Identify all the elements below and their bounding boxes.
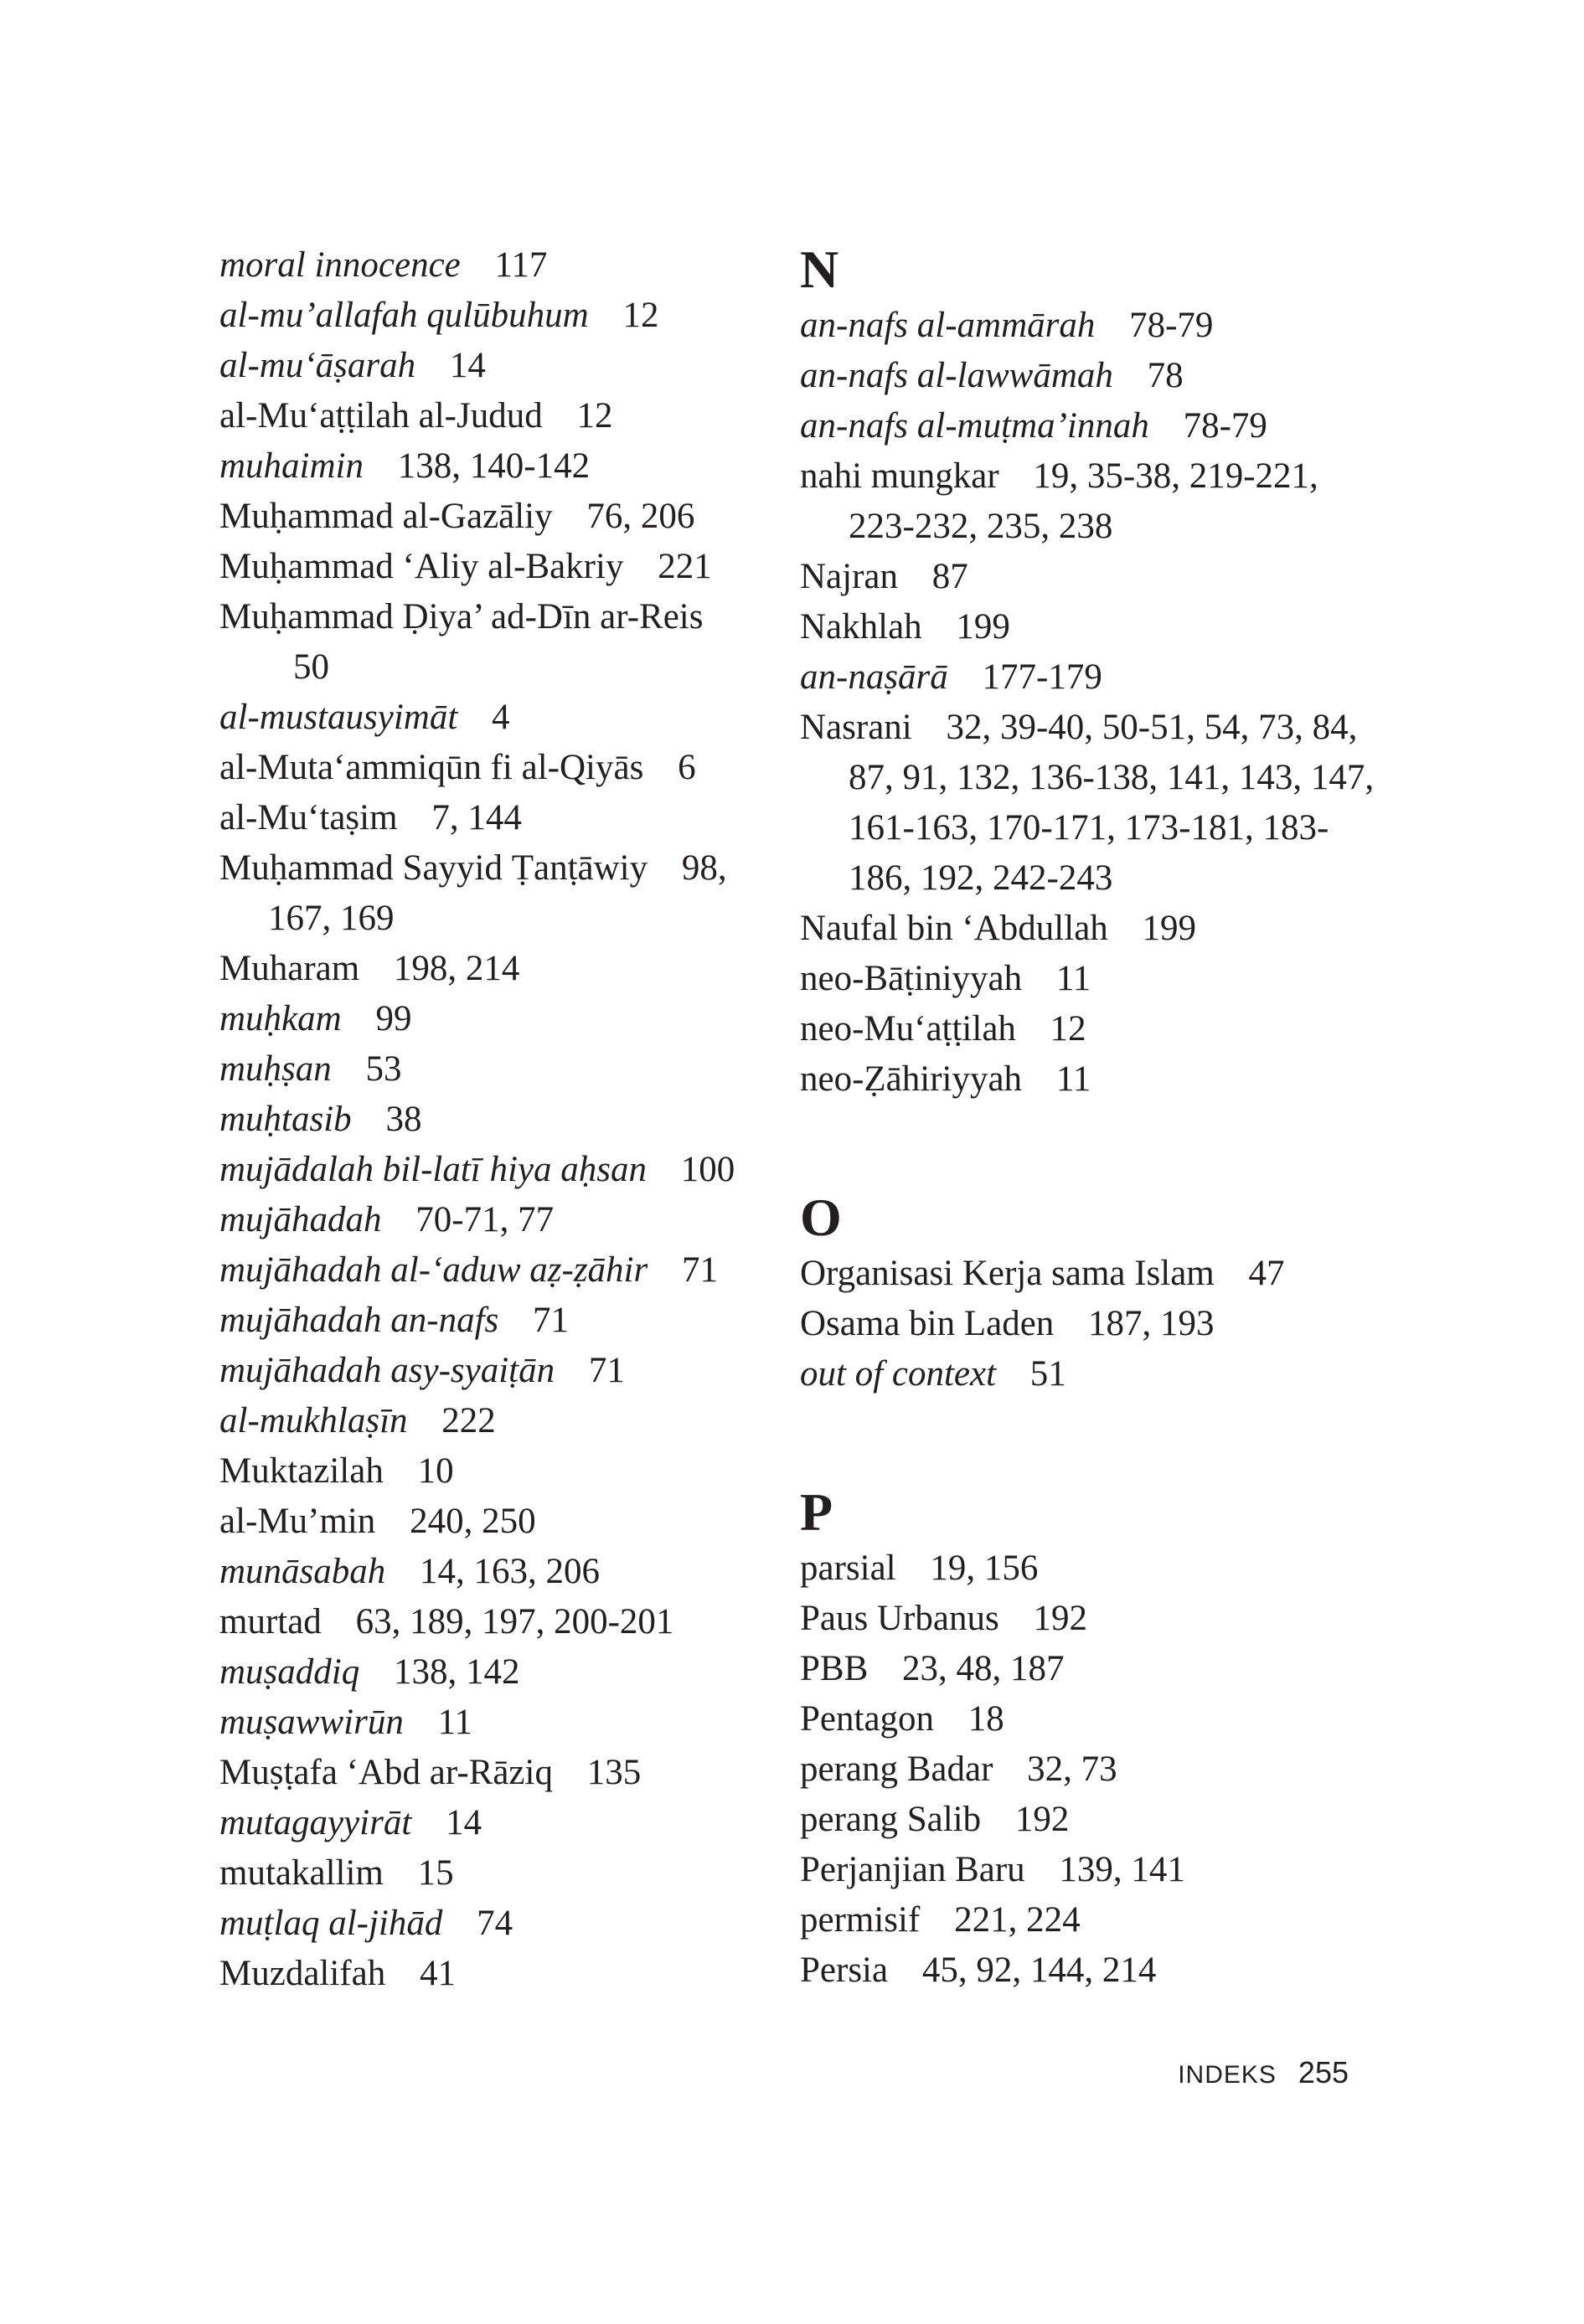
index-term: an-nafs al-muṭma’innah [800, 406, 1149, 446]
index-page-refs: 139, 141 [1059, 1850, 1185, 1889]
index-entry [800, 451, 1386, 552]
index-term: mutakallim [219, 1853, 384, 1893]
index-page-refs: 11 [437, 1703, 472, 1742]
index-entry [219, 492, 772, 542]
index-page-refs: 221 [658, 547, 712, 586]
index-entry [219, 1095, 772, 1145]
index-entry [219, 391, 772, 441]
index-page-refs: 15 [417, 1853, 454, 1893]
index-term: al-Muta‘ammiqūn fi al-Qiyās [219, 748, 644, 787]
index-entry [800, 1845, 1386, 1895]
index-term: muḥkam [219, 999, 342, 1038]
index-page-refs: 11 [1055, 959, 1091, 998]
index-entry [219, 1396, 772, 1446]
index-term: perang Badar [800, 1749, 993, 1789]
index-entry [800, 1054, 1386, 1105]
index-term: Muṣṭafa ‘Abd ar-Rāziq [219, 1753, 553, 1792]
index-entry [219, 1597, 772, 1647]
index-entry [219, 1145, 772, 1195]
index-entry [219, 1547, 772, 1597]
running-footer-label: INDEKS [1178, 2061, 1277, 2089]
index-page-refs: 23, 48, 187 [902, 1649, 1065, 1688]
index-term: muṭlaq al-jihād [219, 1904, 443, 1943]
index-term: neo-Bāṭiniyyah [800, 959, 1023, 998]
index-term: al-mustausyimāt [219, 698, 458, 737]
index-entry [219, 1748, 772, 1798]
index-page-refs: 38 [385, 1100, 422, 1139]
index-term: Muḥammad al-Gazāliy [219, 497, 553, 536]
index-entry [800, 954, 1386, 1004]
index-term: al-Mu‘aṭṭilah al-Judud [219, 396, 543, 435]
index-page-refs: 192 [1014, 1800, 1070, 1839]
index-term: neo-Mu‘aṭṭilah [800, 1009, 1016, 1049]
index-term: muhaimin [219, 446, 364, 486]
index-entry [800, 1594, 1386, 1644]
index-term: Paus Urbanus [800, 1599, 999, 1638]
index-page-refs: 12 [622, 296, 659, 335]
section-letter-heading: P [800, 1482, 833, 1542]
index-term: Muktazilah [219, 1451, 384, 1491]
index-entry [800, 1694, 1386, 1744]
index-page-refs: 32, 73 [1027, 1749, 1117, 1789]
index-page-refs: 99 [375, 999, 412, 1038]
index-entry [219, 1848, 772, 1899]
index-term: moral innocence [219, 245, 461, 285]
index-page-refs: 4 [492, 698, 510, 737]
index-entry [800, 602, 1386, 652]
index-entry [219, 1949, 772, 1999]
index-term: an-nafs al-lawwāmah [800, 356, 1113, 395]
index-term: Najran [800, 557, 898, 596]
index-page-refs: 78-79 [1183, 406, 1267, 446]
page-footer [1178, 2055, 1349, 2090]
index-page-refs: 14 [449, 346, 486, 385]
index-entry [800, 652, 1386, 703]
index-page-refs: 12 [1050, 1009, 1086, 1049]
index-entry [219, 240, 772, 291]
index-term: mujādalah bil-latī hiya aḥsan [219, 1150, 648, 1189]
index-page-refs: 221, 224 [954, 1900, 1081, 1940]
index-page-refs: 10 [417, 1451, 454, 1491]
index-term: permisif [800, 1900, 921, 1940]
index-term: al-mu’allafah qulūbuhum [219, 296, 589, 335]
index-entry [800, 1299, 1386, 1349]
index-term: mujāhadah [219, 1200, 382, 1239]
index-entry [800, 1644, 1386, 1694]
index-page-refs: 78-79 [1129, 306, 1214, 345]
index-page-refs: 14 [446, 1803, 482, 1842]
index-term: Nakhlah [800, 607, 922, 647]
index-entry [800, 703, 1386, 904]
index-page-refs: 19, 35-38, 219-221, 223-232, 235, 238 [849, 456, 1318, 546]
index-page-refs: 199 [956, 607, 1010, 647]
index-entry [800, 1543, 1386, 1594]
index-left-column [219, 240, 772, 1999]
index-entry [219, 1446, 772, 1497]
index-term: Pentagon [800, 1699, 935, 1739]
index-page-refs: 41 [419, 1954, 456, 1993]
index-entry [219, 441, 772, 492]
index-entry [219, 291, 772, 341]
index-term: neo-Ẓāhiriyyah [800, 1059, 1023, 1099]
index-page-refs: 240, 250 [410, 1502, 536, 1541]
index-page-refs: 177-179 [982, 657, 1102, 697]
index-entry [800, 1349, 1386, 1399]
index-page-refs: 222 [441, 1401, 496, 1440]
index-term: Muḥammad Sayyid Ṭanṭāwiy [219, 848, 648, 888]
index-term: Muzdalifah [219, 1954, 386, 1993]
index-entry [800, 1795, 1386, 1845]
index-page-refs: 199 [1142, 909, 1197, 948]
index-entry [219, 1798, 772, 1848]
index-term: mujāhadah al-‘aduw aẓ-ẓāhir [219, 1250, 648, 1290]
index-entry [219, 843, 772, 944]
index-term: al-Mu‘taṣim [219, 798, 398, 837]
index-page-refs: 78 [1147, 356, 1184, 395]
index-page-refs: 87 [931, 557, 968, 596]
section-gap [800, 1399, 1386, 1483]
index-page-refs: 138, 140-142 [397, 446, 591, 486]
index-term: muḥṣan [219, 1049, 332, 1089]
index-entry [219, 1044, 772, 1095]
index-page-refs: 98, 167, 169 [268, 848, 727, 938]
index-page-refs: 47 [1248, 1254, 1285, 1293]
index-term: Naufal bin ‘Abdullah [800, 909, 1108, 948]
index-term: al-mukhlaṣīn [219, 1401, 408, 1440]
index-entry [800, 301, 1386, 351]
index-entry [800, 351, 1386, 401]
index-term: an-nafs al-ammārah [800, 306, 1096, 345]
index-term: mujāhadah asy-syaiṭān [219, 1351, 555, 1390]
index-entry [219, 1698, 772, 1748]
index-right-column [800, 240, 1386, 1996]
index-term: munāsabah [219, 1552, 386, 1591]
index-entry [800, 1895, 1386, 1945]
index-term: Muḥammad Ḍiya’ ad-Dīn ar-Reis [219, 597, 704, 636]
index-term: Nasrani [800, 708, 912, 747]
index-entry [800, 1744, 1386, 1795]
index-entry [219, 793, 772, 843]
index-term: perang Salib [800, 1800, 982, 1839]
index-page-refs: 192 [1033, 1599, 1087, 1638]
index-entry [219, 1899, 772, 1949]
index-page-refs: 50 [293, 647, 329, 687]
section-gap [800, 1105, 1386, 1188]
index-page-refs: 63, 189, 197, 200-201 [355, 1602, 674, 1641]
index-entry [800, 1249, 1386, 1299]
index-page-refs: 6 [678, 748, 696, 787]
index-entry [219, 542, 772, 592]
index-term: al-Mu’min [219, 1502, 376, 1541]
index-term: nahi mungkar [800, 456, 999, 496]
index-page-refs: 135 [586, 1753, 642, 1792]
index-entry [219, 1497, 772, 1547]
index-term: mutagayyirāt [219, 1803, 412, 1842]
index-page-refs: 12 [576, 396, 613, 435]
index-page-refs: 76, 206 [586, 497, 695, 536]
index-page-refs: 187, 193 [1088, 1304, 1215, 1343]
index-entry [800, 904, 1386, 954]
index-term: an-naṣārā [800, 657, 948, 697]
index-entry [800, 1945, 1386, 1996]
index-page-refs: 45, 92, 144, 214 [921, 1950, 1157, 1990]
index-term: PBB [800, 1649, 869, 1688]
index-entry [219, 743, 772, 793]
index-page-refs: 32, 39-40, 50-51, 54, 73, 84, 87, 91, 132, 136-138, 141, 143, 147, 161-163, 170-171, 173-181, 183-186, 192, 242-243 [849, 708, 1375, 898]
index-term: Perjanjian Baru [800, 1850, 1025, 1889]
index-term: parsial [800, 1548, 896, 1588]
section-letter-heading: N [800, 240, 839, 299]
index-term: mujāhadah an-nafs [219, 1301, 499, 1340]
index-page-refs: 53 [365, 1049, 402, 1089]
index-term: muḥtasib [219, 1100, 352, 1139]
index-entry [800, 1004, 1386, 1054]
index-term: muṣaddiq [219, 1652, 360, 1692]
index-term: Muharam [219, 949, 360, 988]
index-term: Osama bin Laden [800, 1304, 1055, 1343]
index-entry [219, 1245, 772, 1296]
index-page-refs: 71 [533, 1301, 569, 1340]
index-page-refs: 71 [588, 1351, 625, 1390]
index-entry [219, 1346, 772, 1396]
index-entry [219, 693, 772, 743]
index-term: murtad [219, 1602, 322, 1641]
index-page-refs: 100 [680, 1150, 735, 1189]
index-page-refs: 51 [1029, 1354, 1066, 1394]
index-term: Persia [800, 1950, 889, 1990]
index-entry [800, 552, 1386, 602]
index-page-refs: 138, 142 [393, 1652, 520, 1692]
index-page-refs: 19, 156 [930, 1548, 1039, 1588]
index-entry [219, 944, 772, 994]
index-page-refs: 14, 163, 206 [420, 1552, 601, 1591]
page-number: 255 [1298, 2055, 1349, 2090]
index-page-refs: 71 [681, 1250, 718, 1290]
index-page-refs: 198, 214 [393, 949, 520, 988]
index-entry [219, 1296, 772, 1346]
index-page-refs: 74 [477, 1904, 513, 1943]
index-term: out of context [800, 1354, 997, 1394]
index-page-refs: 7, 144 [431, 798, 522, 837]
index-page-refs: 70-71, 77 [415, 1200, 555, 1239]
section-letter-heading: O [800, 1188, 842, 1247]
index-entry [219, 341, 772, 391]
index-page-refs: 11 [1055, 1059, 1091, 1099]
index-entry [219, 592, 772, 693]
index-term: muṣawwirūn [219, 1703, 404, 1742]
index-page-refs: 117 [494, 245, 548, 285]
index-entry [219, 994, 772, 1044]
index-entry [800, 401, 1386, 451]
index-term: al-mu‘āṣarah [219, 346, 416, 385]
index-entry [219, 1195, 772, 1245]
index-page-refs: 18 [967, 1699, 1004, 1739]
index-term: Organisasi Kerja sama Islam [800, 1254, 1215, 1293]
index-term: Muḥammad ‘Aliy al-Bakriy [219, 547, 624, 586]
index-entry [219, 1647, 772, 1698]
